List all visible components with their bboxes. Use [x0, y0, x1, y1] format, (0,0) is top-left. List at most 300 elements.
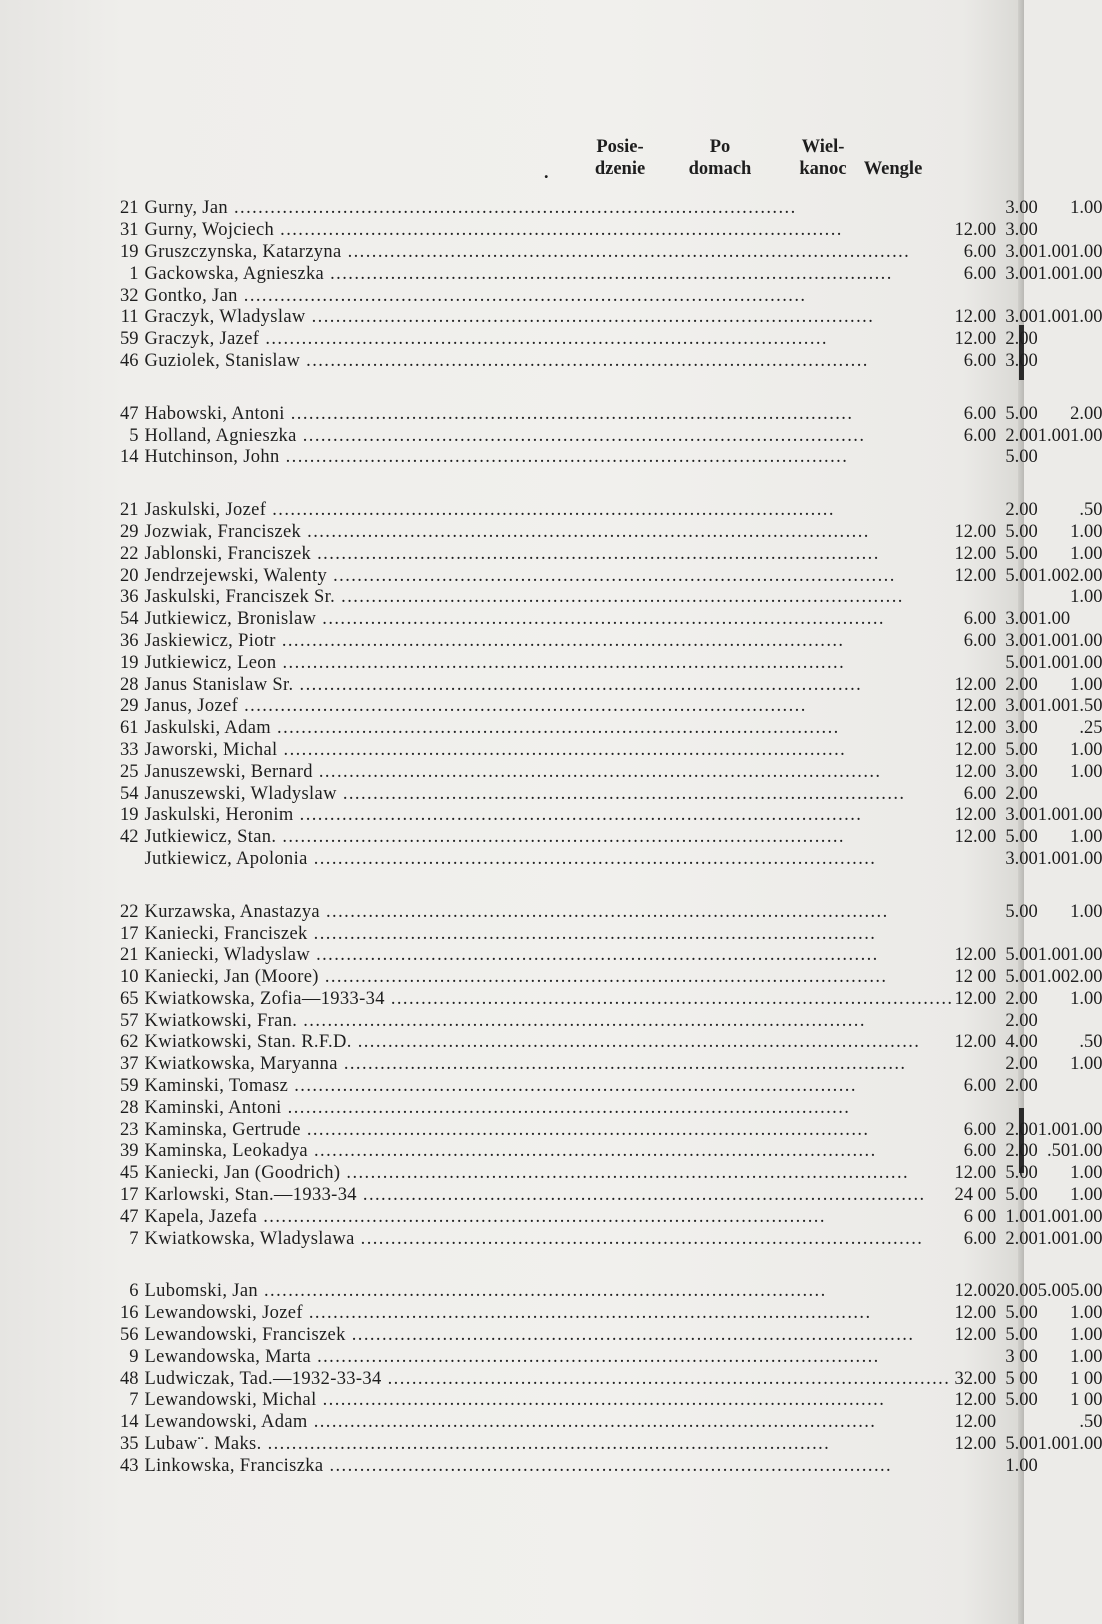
posiedzenie-amount: 12.00 — [954, 696, 997, 717]
member-number: 6 — [129, 1281, 139, 1302]
member-name: Kaniecki, Jan (Moore) — [144, 967, 319, 988]
member-name-cell — [145, 674, 955, 696]
member-number: 20 — [120, 565, 139, 586]
dot-leader — [316, 945, 950, 966]
wengle-amount: 1.00 — [1070, 587, 1102, 608]
posiedzenie-amount: 6.00 — [963, 1076, 997, 1097]
member-number: 54 — [120, 609, 139, 630]
wielkanoc-amount — [1038, 718, 1070, 740]
dot-leader — [312, 307, 951, 328]
posiedzenie-amount: 12.00 — [954, 220, 997, 241]
wengle-amount: 1.00 — [1070, 945, 1102, 966]
posiedzenie-amount — [954, 901, 996, 923]
member-number: 7 — [129, 1390, 139, 1411]
header-po-domach — [670, 136, 770, 180]
dot-leader — [284, 740, 951, 761]
member-name: Jozwiak, Franciszek — [144, 521, 302, 542]
member-number: 65 — [120, 988, 139, 1009]
member-name-cell — [145, 329, 955, 351]
wielkanoc-amount — [1038, 783, 1070, 805]
dot-leader — [234, 198, 950, 219]
wengle-amount: 1.00 — [1070, 1346, 1102, 1367]
dot-leader — [307, 1120, 951, 1141]
header-wielkanoc-line2: kanoc — [799, 159, 847, 179]
member-name: Lubomski, Jan — [144, 1281, 258, 1302]
po-domach-amount: 5 00 — [1005, 1368, 1038, 1389]
dot-leader — [303, 1011, 950, 1032]
po-domach-amount: 5.00 — [1005, 403, 1038, 424]
member-number: 47 — [120, 1206, 139, 1227]
po-domach-amount: 1.00 — [1005, 1455, 1038, 1476]
member-name: Jutkiewicz, Stan. — [144, 827, 277, 848]
member-name-cell — [145, 923, 955, 945]
posiedzenie-amount: 12.00 — [954, 307, 997, 328]
po-domach-amount: 5.00 — [1005, 827, 1038, 848]
member-name: Linkowska, Franciszka — [144, 1455, 324, 1476]
wielkanoc-amount: 1.00 — [1037, 630, 1071, 651]
po-domach-amount: 3.00 — [1005, 630, 1038, 651]
posiedzenie-amount: 12 00 — [954, 967, 997, 988]
header-po-domach-line1: Po — [709, 137, 731, 157]
dot-leader — [326, 902, 950, 923]
member-name-cell — [145, 827, 955, 849]
dot-leader — [272, 500, 950, 521]
posiedzenie-amount — [954, 652, 996, 674]
member-name: Jutkiewicz, Leon — [144, 652, 277, 673]
wielkanoc-amount — [1038, 1097, 1070, 1119]
ledger-row — [120, 989, 1102, 1011]
ledger-row — [120, 543, 1102, 565]
wielkanoc-amount — [1038, 989, 1070, 1011]
po-domach-amount: 3.00 — [1005, 761, 1038, 782]
member-number: 14 — [120, 1412, 139, 1433]
member-name-cell — [145, 1206, 955, 1228]
member-name-cell — [145, 1303, 955, 1325]
wengle-amount: 1.00 — [1070, 241, 1102, 262]
posiedzenie-amount: 12.00 — [954, 805, 997, 826]
dot-leader — [314, 849, 951, 870]
member-number: 61 — [120, 718, 139, 739]
member-name: Guziolek, Stanislaw — [144, 350, 301, 371]
member-number: 19 — [120, 805, 139, 826]
member-name-cell — [145, 696, 955, 718]
po-domach-amount: 5.00 — [1005, 1185, 1038, 1206]
po-domach-amount: 2.00 — [1005, 1010, 1038, 1031]
member-name: Kaniecki, Jan (Goodrich) — [144, 1163, 341, 1184]
member-number: 46 — [120, 350, 139, 371]
member-number: 19 — [120, 241, 139, 262]
ledger-row — [120, 1185, 1102, 1207]
po-domach-amount: 5.00 — [1005, 901, 1038, 922]
member-name: Kaminska, Gertrude — [144, 1119, 301, 1140]
wengle-amount: 1.50 — [1070, 696, 1102, 717]
member-number: 17 — [120, 1185, 139, 1206]
member-name-cell — [145, 1346, 955, 1368]
dot-leader — [388, 1369, 951, 1390]
member-name-cell — [145, 989, 955, 1011]
member-number: 59 — [120, 1076, 139, 1097]
member-name-cell — [145, 1054, 955, 1076]
member-name: Kaminska, Leokadya — [144, 1141, 308, 1162]
wengle-amount: 1.00 — [1070, 652, 1102, 673]
wielkanoc-amount — [1038, 827, 1070, 849]
dot-leader — [314, 924, 951, 945]
wielkanoc-amount — [1038, 674, 1070, 696]
wengle-amount: .50 — [1079, 1412, 1102, 1433]
member-number: 42 — [120, 827, 139, 848]
dot-leader — [282, 631, 951, 652]
member-number: 11 — [120, 307, 139, 328]
posiedzenie-amount — [954, 923, 996, 945]
member-number: 17 — [120, 923, 139, 944]
wengle-amount: 1 00 — [1070, 1390, 1102, 1411]
wielkanoc-amount — [1038, 761, 1070, 783]
ledger-row — [120, 1434, 1102, 1456]
dot-leader — [244, 286, 951, 307]
member-number: 62 — [120, 1032, 139, 1053]
posiedzenie-amount: 6.00 — [963, 1228, 997, 1249]
wengle-amount: 1.00 — [1070, 1054, 1102, 1075]
wengle-amount — [1070, 285, 1102, 307]
member-name-cell — [145, 1185, 955, 1207]
member-number: 29 — [120, 696, 139, 717]
member-number: 14 — [120, 447, 139, 468]
po-domach-amount: 2.00 — [1005, 1054, 1038, 1075]
po-domach-amount: 3.00 — [1005, 696, 1038, 717]
ledger-row — [120, 609, 1102, 631]
member-name-cell — [145, 500, 955, 522]
member-name-cell — [145, 1390, 955, 1412]
ledger-row — [120, 901, 1102, 923]
po-domach-amount: 5.00 — [1005, 543, 1038, 564]
wengle-amount: 2.00 — [1070, 403, 1102, 424]
member-name-cell — [145, 652, 955, 674]
posiedzenie-amount: 12.00 — [954, 827, 997, 848]
member-name-cell — [145, 425, 955, 447]
member-name: Kwiatkowski, Fran. — [144, 1010, 298, 1031]
posiedzenie-amount: 6 00 — [963, 1206, 997, 1227]
wengle-amount: 1.00 — [1070, 988, 1102, 1009]
member-name: Gontko, Jan — [144, 285, 238, 306]
posiedzenie-amount: 12.00 — [954, 1412, 997, 1433]
ledger-row — [120, 403, 1102, 425]
wengle-amount — [1070, 923, 1102, 945]
member-number: 54 — [120, 783, 139, 804]
posiedzenie-amount: 12.00 — [954, 718, 997, 739]
ledger-row — [120, 329, 1102, 351]
dot-leader — [322, 609, 950, 630]
member-name: Kaminski, Tomasz — [144, 1076, 289, 1097]
member-name-cell — [145, 220, 955, 242]
po-domach-amount: 3.00 — [1005, 198, 1038, 219]
member-number: 21 — [120, 945, 139, 966]
po-domach-amount: 3.00 — [1005, 241, 1038, 262]
dot-leader — [307, 522, 950, 543]
wengle-amount — [1070, 609, 1102, 631]
posiedzenie-amount: 6.00 — [963, 403, 997, 424]
wielkanoc-amount: 1.00 — [1037, 1434, 1071, 1455]
member-name: Lewandowski, Franciszek — [144, 1325, 346, 1346]
member-name-cell — [145, 901, 955, 923]
wielkanoc-amount: 1.00 — [1037, 241, 1071, 262]
member-name-cell — [145, 263, 955, 285]
member-number: 28 — [120, 674, 139, 695]
ledger-row — [120, 945, 1102, 967]
wengle-amount: 1.00 — [1070, 1119, 1102, 1140]
member-name-cell — [145, 1228, 955, 1250]
posiedzenie-amount: 12.00 — [954, 1032, 997, 1053]
dot-leader — [264, 1281, 950, 1302]
dot-leader — [329, 1456, 950, 1477]
po-domach-amount: 3.00 — [1005, 220, 1038, 241]
posiedzenie-amount — [954, 500, 996, 522]
ledger-row — [120, 1281, 1102, 1303]
wengle-amount — [1070, 220, 1102, 242]
po-domach-amount: 3.00 — [1005, 848, 1038, 869]
posiedzenie-amount: 6.00 — [963, 630, 997, 651]
member-name: Jutkiewicz, Bronislaw — [144, 609, 317, 630]
posiedzenie-amount: 12.00 — [954, 1163, 997, 1184]
po-domach-amount: 5.00 — [1005, 565, 1038, 586]
member-name-cell — [145, 543, 955, 565]
wielkanoc-amount — [1038, 403, 1070, 425]
wielkanoc-amount — [1038, 220, 1070, 242]
member-name-cell — [145, 1455, 955, 1477]
posiedzenie-amount: 12.00 — [954, 674, 997, 695]
ledger-row — [120, 674, 1102, 696]
wengle-amount: 1.00 — [1070, 521, 1102, 542]
member-name-cell — [145, 1119, 955, 1141]
po-domach-amount: 5.00 — [1005, 945, 1038, 966]
member-name: Kwiatkowska, Zofia—1933-34 — [144, 988, 385, 1009]
ledger-row — [120, 696, 1102, 718]
dot-leader — [330, 264, 950, 285]
posiedzenie-amount: 6.00 — [963, 350, 997, 371]
dot-leader — [265, 329, 950, 350]
posiedzenie-amount — [954, 447, 996, 469]
member-name: Kurzawska, Anastazya — [144, 901, 320, 922]
member-number: 43 — [120, 1455, 139, 1476]
dot-leader — [268, 1434, 951, 1455]
member-name: Jaskulski, Jozef — [144, 500, 267, 521]
member-name-cell — [145, 242, 955, 264]
po-domach-amount: 3.00 — [1005, 307, 1038, 328]
wielkanoc-amount — [1038, 500, 1070, 522]
member-name: Kwiatkowska, Maryanna — [144, 1054, 338, 1075]
ledger-row — [120, 631, 1102, 653]
wengle-amount — [1070, 1076, 1102, 1098]
member-number: 39 — [120, 1141, 139, 1162]
member-name-cell — [145, 565, 955, 587]
section-gap — [120, 1250, 1102, 1281]
wielkanoc-amount — [1038, 1076, 1070, 1098]
header-posiedzenie-line1: Posie- — [596, 137, 644, 157]
dot-leader — [244, 696, 950, 717]
header-dot: . — [544, 162, 549, 182]
po-domach-amount: 2.00 — [1005, 500, 1038, 521]
ledger-row — [120, 1097, 1102, 1119]
ledger-row — [120, 425, 1102, 447]
dot-leader — [317, 1347, 950, 1368]
po-domach-amount: 3.00 — [1005, 805, 1038, 826]
dot-leader — [282, 653, 950, 674]
wielkanoc-amount: 1.00 — [1037, 1228, 1071, 1249]
wielkanoc-amount: 1.00 — [1037, 263, 1071, 284]
member-name-cell — [145, 587, 955, 609]
po-domach-amount: 2.00 — [1005, 329, 1038, 350]
ledger-row — [120, 1368, 1102, 1390]
wengle-amount: .50 — [1079, 500, 1102, 521]
member-name-cell — [145, 1368, 955, 1390]
wielkanoc-amount — [1038, 1010, 1070, 1032]
member-name: Kwiatkowska, Wladyslawa — [144, 1228, 355, 1249]
member-name-cell — [145, 631, 955, 653]
member-name-cell — [145, 945, 955, 967]
wengle-amount: 1.00 — [1070, 1185, 1102, 1206]
member-name-cell — [145, 1325, 955, 1347]
member-name-cell — [145, 1141, 955, 1163]
wielkanoc-amount: 1.00 — [1037, 652, 1071, 673]
member-name: Gurny, Wojciech — [144, 220, 275, 241]
wielkanoc-amount: 1.00 — [1037, 1119, 1071, 1140]
member-name: Januszewski, Bernard — [144, 761, 313, 782]
member-name: Ludwiczak, Tad.—1932-33-34 — [144, 1368, 382, 1389]
wielkanoc-amount — [1038, 447, 1070, 469]
dot-leader — [309, 1303, 951, 1324]
wengle-amount: 1.00 — [1070, 1325, 1102, 1346]
ledger-row — [120, 285, 1102, 307]
section-gap — [120, 469, 1102, 500]
member-name: Lewandowska, Marta — [144, 1346, 312, 1367]
dot-leader — [344, 1054, 951, 1075]
ledger-row — [120, 967, 1102, 989]
member-name-cell — [145, 783, 955, 805]
donation-ledger — [120, 198, 1102, 1477]
member-name: Janus, Jozef — [144, 696, 239, 717]
dot-leader — [300, 805, 951, 826]
member-name-cell — [145, 1281, 955, 1303]
dot-leader — [363, 1185, 951, 1206]
member-number — [120, 849, 145, 871]
wielkanoc-amount: 1.00 — [1037, 425, 1071, 446]
wengle-amount: 1.00 — [1070, 1434, 1102, 1455]
member-number: 29 — [120, 521, 139, 542]
posiedzenie-amount: 12.00 — [954, 945, 997, 966]
member-number: 21 — [120, 500, 139, 521]
wielkanoc-amount — [1038, 1163, 1070, 1185]
posiedzenie-amount — [954, 198, 996, 220]
po-domach-amount: 5.00 — [1005, 1303, 1038, 1324]
po-domach-amount: 5.00 — [1005, 1325, 1038, 1346]
dot-leader — [319, 762, 951, 783]
header-posiedzenie-line2: dzenie — [594, 159, 646, 179]
wielkanoc-amount — [1038, 923, 1070, 945]
wielkanoc-amount — [1038, 1185, 1070, 1207]
wengle-amount: 1.00 — [1070, 827, 1102, 848]
header-wengle-line2: Wengle — [863, 159, 923, 179]
dot-leader — [263, 1207, 950, 1228]
posiedzenie-amount — [954, 1097, 996, 1119]
member-name-cell — [145, 403, 955, 425]
po-domach-amount: 3.00 — [1005, 350, 1038, 371]
member-name: Janus Stanislaw Sr. — [144, 674, 294, 695]
ledger-row — [120, 1455, 1102, 1477]
posiedzenie-amount: 12.00 — [954, 1325, 997, 1346]
po-domach-amount: 5.00 — [1005, 1390, 1038, 1411]
member-number: 9 — [129, 1346, 139, 1367]
member-name-cell — [145, 1412, 955, 1434]
member-name: Kaniecki, Wladyslaw — [144, 945, 311, 966]
member-number: 19 — [120, 652, 139, 673]
member-name: Jendrzejewski, Walenty — [144, 565, 328, 586]
po-domach-amount: 2.00 — [1005, 1141, 1038, 1162]
member-number: 5 — [129, 425, 139, 446]
wengle-amount: .50 — [1079, 1032, 1102, 1053]
ledger-row — [120, 500, 1102, 522]
posiedzenie-amount: 12.00 — [954, 329, 997, 350]
member-name-cell — [145, 1434, 955, 1456]
member-name-cell — [145, 1076, 955, 1098]
member-number: 21 — [120, 198, 139, 219]
member-name-cell — [145, 1010, 955, 1032]
member-name: Kapela, Jazefa — [144, 1206, 258, 1227]
posiedzenie-amount — [954, 285, 996, 307]
wengle-amount: 1.00 — [1070, 848, 1102, 869]
wielkanoc-amount — [1038, 1412, 1070, 1434]
member-name-cell — [145, 447, 955, 469]
header-po-domach-line2: domach — [688, 159, 752, 179]
po-domach-amount: 5.00 — [1005, 967, 1038, 988]
member-name: Gurny, Jan — [144, 198, 228, 219]
member-number: 36 — [120, 630, 139, 651]
posiedzenie-amount: 6.00 — [963, 241, 997, 262]
ledger-row — [120, 522, 1102, 544]
po-domach-amount: 3 00 — [1005, 1346, 1038, 1367]
wengle-amount: 1.00 — [1070, 739, 1102, 760]
wielkanoc-amount — [1038, 351, 1070, 373]
wengle-amount: 1.00 — [1070, 263, 1102, 284]
posiedzenie-amount: 12.00 — [954, 565, 997, 586]
member-name-cell — [145, 740, 955, 762]
member-name-cell — [145, 805, 955, 827]
ledger-row — [120, 242, 1102, 264]
wielkanoc-amount — [1038, 285, 1070, 307]
dot-leader — [361, 1229, 951, 1250]
posiedzenie-amount: 12.00 — [954, 988, 997, 1009]
po-domach-amount: 4.00 — [1005, 1032, 1038, 1053]
member-name: Jablonski, Franciszek — [144, 543, 312, 564]
posiedzenie-amount: 12.00 — [954, 761, 997, 782]
posiedzenie-amount: 6.00 — [963, 263, 997, 284]
ledger-row — [120, 351, 1102, 373]
po-domach-amount: 5.00 — [1005, 652, 1038, 673]
member-number: 28 — [120, 1097, 139, 1118]
wengle-amount: 1.00 — [1070, 1163, 1102, 1184]
member-number: 33 — [120, 739, 139, 760]
member-name: Gackowska, Agnieszka — [144, 263, 325, 284]
member-name: Jutkiewicz, Apolonia — [144, 848, 308, 869]
dot-leader — [346, 1163, 950, 1184]
dot-leader — [348, 242, 951, 263]
member-number: 35 — [120, 1434, 139, 1455]
dot-leader — [286, 447, 951, 468]
member-name: Habowski, Antoni — [144, 403, 285, 424]
po-domach-amount: 5.00 — [1005, 1434, 1038, 1455]
wielkanoc-amount — [1038, 1303, 1070, 1325]
po-domach-amount: 2.00 — [1005, 1228, 1038, 1249]
member-name-cell — [145, 849, 955, 871]
member-name: Jaskulski, Adam — [144, 718, 272, 739]
